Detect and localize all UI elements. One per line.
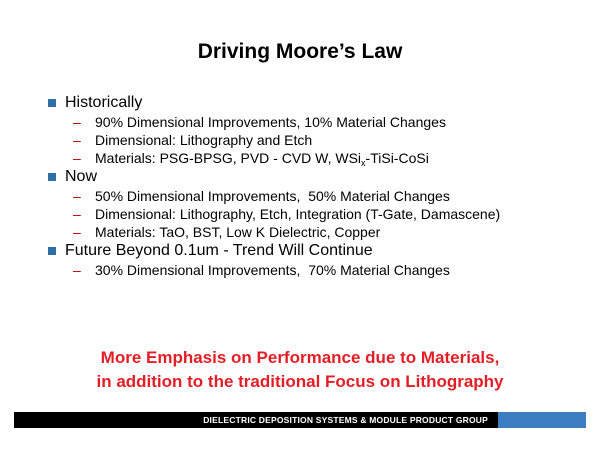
sub-bullet	[48, 113, 588, 131]
dash-icon: –	[73, 150, 81, 166]
footer-bar	[14, 412, 498, 428]
sub-bullet	[48, 131, 588, 149]
bullet-future	[48, 241, 588, 261]
sub-bullet	[48, 205, 588, 223]
footer-text: DIELECTRIC DEPOSITION SYSTEMS & MODULE PRODUCT GROUP	[203, 415, 488, 425]
bullet-heading: Future Beyond 0.1um - Trend Will Continue	[65, 242, 373, 259]
bullet-heading: Now	[65, 168, 98, 185]
sub-bullet-text: 30% Dimensional Improvements, 70% Material Changes	[95, 262, 450, 278]
dash-icon: –	[73, 114, 81, 130]
dash-icon: –	[73, 224, 81, 240]
sub-bullet-text: Dimensional: Lithography and Etch	[95, 132, 313, 148]
sub-bullet	[48, 223, 588, 241]
sub-bullet	[48, 149, 588, 167]
sub-bullet	[48, 261, 588, 279]
sub-bullet	[48, 187, 588, 205]
bullet-heading: Historically	[65, 94, 143, 111]
square-bullet-icon	[48, 99, 56, 107]
dash-icon: –	[73, 188, 81, 204]
sub-bullet-text: Materials: TaO, BST, Low K Dielectric, Copper	[95, 224, 381, 240]
square-bullet-icon	[48, 173, 56, 181]
materials-prefix: Materials: PSG-BPSG, PVD - CVD W, WSi	[95, 150, 362, 166]
materials-suffix: -TiSi-CoSi	[365, 150, 429, 166]
emphasis-statement	[0, 346, 600, 394]
slide-title: Driving Moore’s Law	[197, 40, 403, 63]
square-bullet-icon	[48, 247, 56, 255]
sub-bullet-text: Dimensional: Lithography, Etch, Integration (T-Gate, Damascene)	[95, 206, 501, 222]
sub-bullet-text: 50% Dimensional Improvements, 50% Material Changes	[95, 188, 450, 204]
emphasis-line-1: More Emphasis on Performance due to Materials,	[100, 348, 500, 367]
bullet-list	[48, 93, 588, 279]
bullet-historically	[48, 93, 588, 113]
dash-icon: –	[73, 206, 81, 222]
materials-subscript: x	[361, 158, 366, 168]
emphasis-line-2: in addition to the traditional Focus on Lithography	[96, 372, 504, 391]
dash-icon: –	[73, 262, 81, 278]
sub-bullet-text: 90% Dimensional Improvements, 10% Material Changes	[95, 114, 446, 130]
footer-accent-block	[498, 412, 586, 428]
dash-icon: –	[73, 132, 81, 148]
bullet-now	[48, 167, 588, 187]
